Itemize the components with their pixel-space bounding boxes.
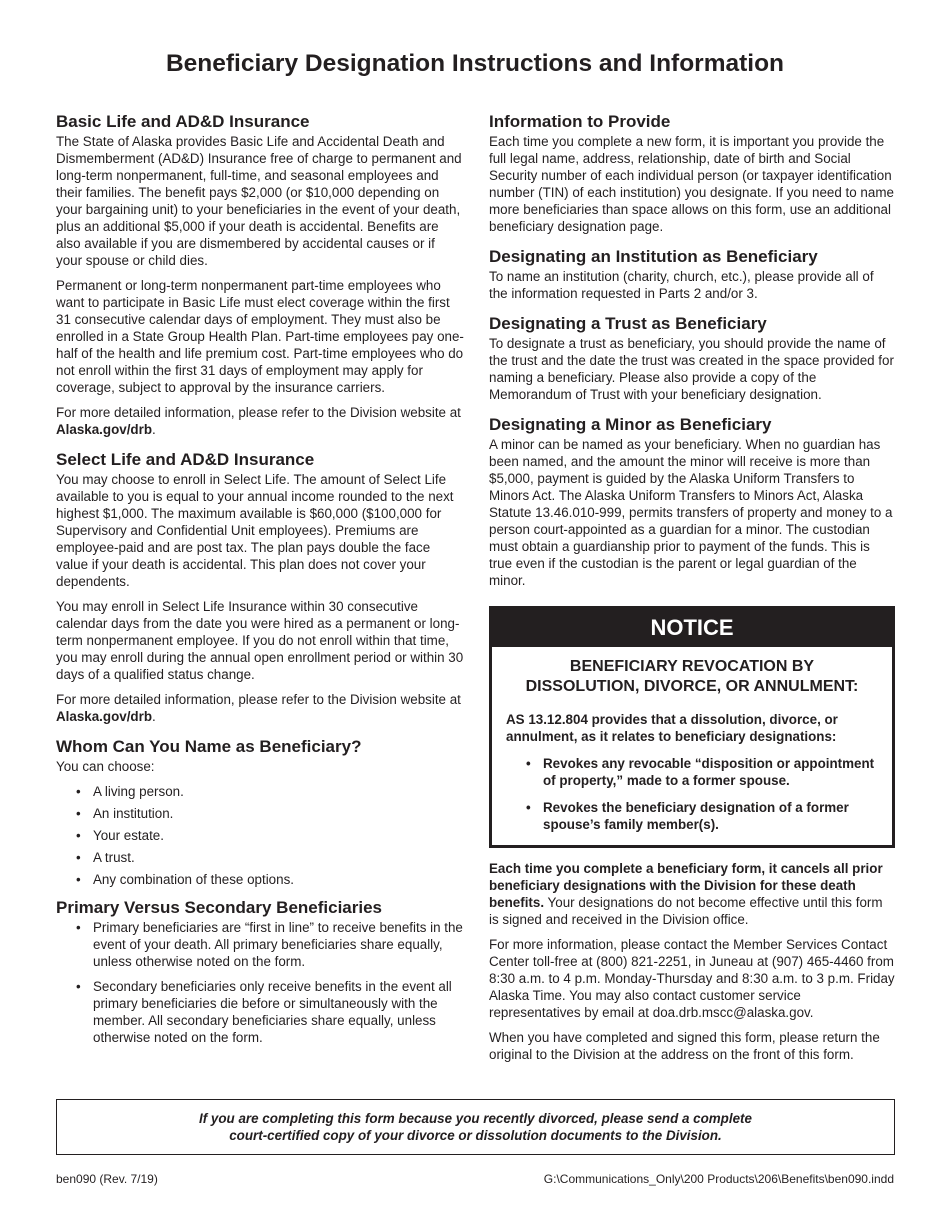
more-info-text: For more detailed information, please refer to the Division website at	[56, 405, 461, 420]
basic-life-heading: Basic Life and AD&D Insurance	[56, 112, 310, 131]
more-info-period: .	[152, 709, 156, 724]
list-item: • Revokes the beneficiary designation of a former spouse’s family member(s).	[526, 799, 878, 833]
primary-secondary-heading: Primary Versus Secondary Beneficiaries	[56, 898, 383, 917]
divorce-notice-line-1: If you are completing this form because you recently divorced, please send a complete	[199, 1111, 752, 1126]
page-title: Beneficiary Designation Instructions and Information	[165, 50, 785, 77]
notice-subheading-line-1: BENEFICIARY REVOCATION BY	[569, 658, 815, 675]
select-life-paragraph-1: You may choose to enroll in Select Life. The amount of Select Life available to you is equal to your annual income rounded to the next highest $1,000. The maximum available is $60,000 ($100,000 for Supervisory and Confidential Unit employees). Premiums are employee-paid and are post tax. The plan pays double the face value if your death is accidental. This plan does not cover your dependents.	[56, 472, 454, 589]
list-item: • An institution.	[76, 805, 464, 822]
contact-paragraph: For more information, please contact the Member Services Contact Center toll-free at (800) 821-2251, in Juneau at (907) 465-4460 from 8:30 a.m. to 4 p.m. Monday-Thursday and 8:30 a.m. to 3 p.m. Friday Alaska Time. You may also contact customer service representatives by email at doa.drb.mscc@alaska.gov.	[489, 937, 895, 1020]
more-info-text: For more detailed information, please refer to the Division website at	[56, 692, 461, 707]
list-item: • Secondary beneficiaries only receive benefits in the event all primary beneficiaries die before or simultaneously with the member. All secondary beneficiaries share equally, unless otherwise noted on the form.	[76, 978, 464, 1046]
select-life-heading: Select Life and AD&D Insurance	[56, 450, 315, 469]
right-column	[489, 112, 895, 1063]
basic-life-paragraph-1: The State of Alaska provides Basic Life and Accidental Death and Dismemberment (AD&D) Insurance free of charge to permanent and long-term nonpermanent, full-time, and seasonal employees and their families. The benefit pays $2,000 (or $10,000 depending on your bargaining unit) to your beneficiaries in the event of your death, plus an additional $5,000 if your death is accidental. Benefits are also available if you are dismembered by accidental causes or if your spouse or child dies.	[56, 134, 462, 268]
minor-heading: Designating a Minor as Beneficiary	[489, 415, 772, 434]
file-path: G:\Communications_Only\200 Products\206\Benefits\ben090.indd	[543, 1172, 894, 1186]
cancel-rest-text: Your designations do not become effective until this form is signed and received in the Division office.	[489, 895, 883, 927]
return-paragraph: When you have completed and signed this form, please return the original to the Division at the address on the front of this form.	[489, 1030, 880, 1062]
notice-subheading-line-2: DISSOLUTION, DIVORCE, OR ANNULMENT:	[525, 678, 859, 695]
whom-list	[76, 783, 464, 888]
select-life-paragraph-2: You may enroll in Select Life Insurance within 30 consecutive calendar days from the date you were hired as a permanent or long-term nonpermanent employee. If you do not enroll within that time, you may enroll during the annual open enrollment period or within 30 days of a qualified status change.	[56, 599, 464, 682]
whom-intro: You can choose:	[56, 759, 155, 774]
institution-heading: Designating an Institution as Beneficiary	[489, 247, 818, 266]
list-item: • Primary beneficiaries are “first in line” to receive benefits in the event of your death. All primary beneficiaries share equally, unless otherwise noted on the form.	[76, 919, 464, 970]
notice-list	[526, 755, 878, 833]
more-info-period: .	[152, 422, 156, 437]
notice-body	[492, 647, 892, 845]
basic-life-more-info	[56, 404, 464, 438]
list-item: • Any combination of these options.	[76, 871, 464, 888]
primary-secondary-list	[76, 919, 464, 1046]
info-to-provide-paragraph: Each time you complete a new form, it is important you provide the full legal name, address, relationship, date of birth and Social Security number of each individual person (or taxpayer identification number (TIN) of each institution) you designate. If you need to name more beneficiaries than space allows on this form, use an additional beneficiary designation page.	[489, 134, 894, 234]
list-item: • A trust.	[76, 849, 464, 866]
info-to-provide-heading: Information to Provide	[489, 112, 671, 131]
cancel-paragraph	[489, 860, 895, 928]
notice-heading: NOTICE	[492, 609, 892, 647]
notice-box	[489, 606, 895, 848]
basic-life-paragraph-2: Permanent or long-term nonpermanent part-time employees who want to participate in Basic Life must elect coverage within the first 31 consecutive calendar days of employment. They must also be enrolled in a State Group Health Plan. Part-time employees pay one-half of the health and life premium cost. Part-time employees who do not enroll within the first 31 days of employment may apply for coverage, subject to approval by the insurance carriers.	[56, 278, 464, 395]
notice-intro: AS 13.12.804 provides that a dissolution, divorce, or annulment, as it relates to beneficiary designations:	[506, 712, 838, 744]
whom-heading: Whom Can You Name as Beneficiary?	[56, 737, 362, 756]
list-item: • Your estate.	[76, 827, 464, 844]
list-item: • Revokes any revocable “disposition or appointment of property,” made to a former spouse.	[526, 755, 878, 789]
drb-website-link[interactable]: Alaska.gov/drb	[56, 709, 152, 724]
notice-subheading	[506, 657, 878, 697]
trust-heading: Designating a Trust as Beneficiary	[489, 314, 767, 333]
institution-paragraph: To name an institution (charity, church, etc.), please provide all of the information requested in Parts 2 and/or 3.	[489, 269, 874, 301]
left-column	[56, 112, 464, 1054]
trust-paragraph: To designate a trust as beneficiary, you should provide the name of the trust and the date the trust was created in the space provided for naming a beneficiary. Please also provide a copy of the Memorandum of Trust with your beneficiary designation.	[489, 336, 894, 402]
drb-website-link[interactable]: Alaska.gov/drb	[56, 422, 152, 437]
form-id: ben090 (Rev. 7/19)	[56, 1172, 158, 1186]
cancel-bold-text: Each time you complete a beneficiary form, it cancels all prior beneficiary designations with the Division for these death benefits.	[489, 861, 883, 910]
list-item: • A living person.	[76, 783, 464, 800]
minor-paragraph: A minor can be named as your beneficiary. When no guardian has been named, and the amount the minor will receive is more than $5,000, payment is guided by the Alaska Uniform Transfers to Minors Act. The Alaska Uniform Transfers to Minors Act, Alaska Statute 13.46.010-999, permits transfers of property and money to a person court-appointed as a guardian for a minor. The custodian must obtain a guardianship prior to payment of the funds. This is true even if the custodian is the parent or legal guardian of the minor.	[489, 437, 893, 588]
divorce-notice-line-2: court-certified copy of your divorce or dissolution documents to the Division.	[229, 1128, 722, 1143]
select-life-more-info	[56, 691, 464, 725]
divorce-notice-box	[56, 1099, 895, 1155]
